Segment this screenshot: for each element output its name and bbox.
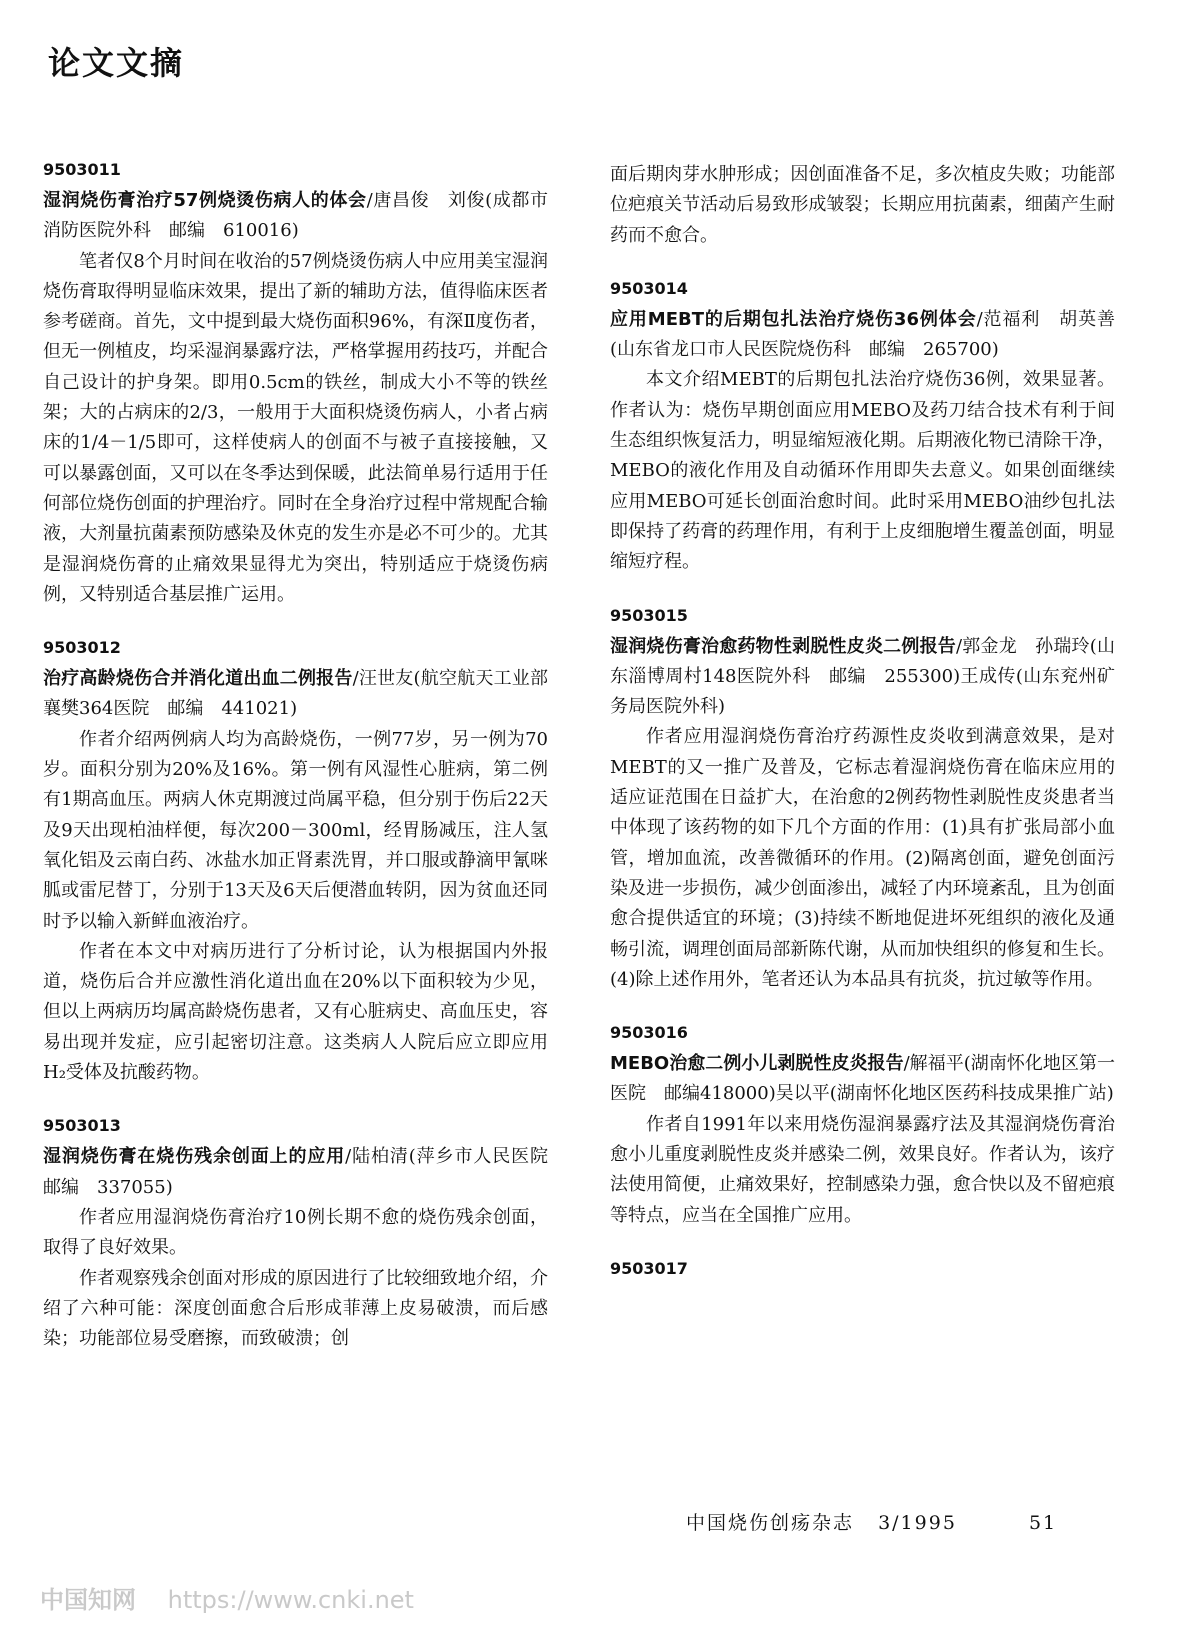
- abstract-heading: [610, 305, 1115, 366]
- abstract-9503013: [43, 1114, 566, 1354]
- continuation-paragraph: 面后期肉芽水肿形成；因创面准备不足，多次植皮失败；功能部位疤痕关节活动后易致形成皱裂；长期应用抗菌素，细菌产生耐药而不愈合。: [610, 164, 1115, 246]
- page-footer: [686, 1508, 1057, 1535]
- abstract-heading: [43, 1142, 566, 1203]
- abstract-title: 湿润烧伤膏治愈药物性剥脱性皮炎二例报告: [610, 635, 957, 657]
- abstract-paragraph: 笔者仅8个月时间在收治的57例烧烫伤病人中应用美宝湿润烧伤膏取得明显临床效果，提出了新的辅助方法，值得临床医者参考磋商。首先，文中提到最大烧伤面积96%，有深Ⅱ度伤者，但无一例植皮，均采湿润暴露疗法，严格掌握用药技巧，并配合自己设计的护身架。即用0.5cm的铁丝，制成大小不等的铁丝架；大的占病床的2/3，一般用于大面积烧烫伤病人，小者占病床的1/4－1/5即可，这样使病人的创面不与被子直接接触，又可以暴露创面，又可以在冬季达到保暖，此法简单易行适用于任何部位烧伤创面的护理治疗。同时在全身治疗过程中常规配合输液，大剂量抗菌素预防感染及休克的发生亦是必不可少的。尤其是湿润烧伤膏的止痛效果显得尤为突出，特别适应于烧烫伤病例，又特别适合基层推广运用。: [43, 250, 548, 605]
- abstract-paragraph: 作者自1991年以来用烧伤湿润暴露疗法及其湿润烧伤膏治愈小儿重度剥脱性皮炎并感染二例，效果良好。作者认为，该疗法使用简便，止痛效果好，控制感染力强，愈合快以及不留疤痕等特点，应当在全国推广应用。: [610, 1113, 1115, 1226]
- abstract-id: 9503013: [43, 1116, 121, 1136]
- page-number: 51: [1028, 1512, 1058, 1534]
- watermark-url: https://www.cnki.net: [167, 1586, 414, 1614]
- journal-name: 中国烧伤创疡杂志: [686, 1512, 855, 1534]
- abstract-title: MEBO治愈二例小儿剥脱性皮炎报告: [610, 1053, 904, 1075]
- abstract-byline: /范福利 胡英善(山东省龙口市人民医院烧伤科 邮编 265700): [610, 308, 1115, 361]
- abstract-id: 9503014: [610, 278, 688, 298]
- abstract-paragraph: 作者应用湿润烧伤膏治疗10例长期不愈的烧伤残余创面，取得了良好效果。: [43, 1206, 548, 1259]
- section-title: 论文文摘: [48, 44, 185, 82]
- abstract-title: 湿润烧伤膏在烧伤残余创面上的应用: [43, 1146, 346, 1168]
- cnki-watermark: [40, 1580, 414, 1615]
- abstract-9503017: [610, 1257, 1115, 1281]
- abstract-9503012: [43, 636, 548, 1088]
- watermark-brand: 中国知网: [40, 1586, 136, 1614]
- abstract-paragraph: 作者应用湿润烧伤膏治疗药源性皮炎收到满意效果，是对MEBT的又一推广及普及，它标志着湿润烧伤膏在临床应用的适应证范围在日益扩大，在治愈的2例药物性剥脱性皮炎患者当中体现了该药物的如下几个方面的作用：(1)具有扩张局部小血管，增加血流，改善微循环的作用。(2)隔离创面，避免创面污染及进一步损伤，减少创面渗出，减轻了内环境紊乱，且为创面愈合提供适宜的环境；(3)持续不断地促进坏死组织的液化及通畅引流，调理创面局部新陈代谢，从而加快组织的修复和生长。(4)除上述作用外，笔者还认为本品具有抗炎，抗过敏等作用。: [610, 726, 1115, 990]
- abstract-paragraph: 作者介绍两例病人均为高龄烧伤，一例77岁，另一例为70岁。面积分别为20%及16%。第一例有风湿性心脏病，第二例有1期高血压。两病人休克期渡过尚属平稳，但分别于伤后22天及9天出现柏油样便，每次200－300ml，经胃肠减压，注人氢氧化铝及云南白药、冰盐水加正肾素洗胃，并口服或静滴甲氰咪胍或雷尼替丁，分别于13天及6天后便潜血转阴，因为贫血还同时予以输入新鲜血液治疗。: [43, 728, 548, 932]
- abstract-9503015: [610, 604, 1115, 996]
- abstract-id: 9503012: [43, 638, 121, 658]
- abstract-byline: /唐昌俊 刘俊(成都市消防医院外科 邮编 610016): [43, 190, 548, 242]
- left-column: [43, 158, 566, 1380]
- abstract-9503014: [610, 277, 1115, 578]
- abstract-byline: /解福平(湖南怀化地区第一医院 邮编418000)吴以平(湖南怀化地区医药科技成果推广站): [610, 1053, 1115, 1105]
- abstract-heading: [610, 1049, 1115, 1110]
- abstract-id: 9503015: [610, 605, 688, 625]
- abstract-id: 9503016: [610, 1023, 688, 1043]
- abstract-title: 湿润烧伤膏治疗57例烧烫伤病人的体会: [43, 190, 367, 211]
- abstract-id: 9503017: [610, 1258, 688, 1278]
- abstract-id: 9503011: [43, 160, 121, 179]
- issue-number: 3/1995: [878, 1512, 957, 1534]
- abstract-paragraph: 本文介绍MEBT的后期包扎法治疗烧伤36例，效果显著。作者认为：烧伤早期创面应用MEBO及药刀结合技术有利于间生态组织恢复活力，明显缩短液化期。后期液化物已清除干净，MEBO的液化作用及自动循环作用即失去意义。如果创面继续应用MEBO可延长创面治愈时间。此时采用MEBO油纱包扎法即保持了药膏的药理作用，有利于上皮细胞增生覆盖创面，明显缩短疗程。: [610, 369, 1115, 573]
- abstract-paragraph: 作者在本文中对病历进行了分析讨论，认为根据国内外报道，烧伤后合并应激性消化道出血在20%以下面积较为少见，但以上两病历均属高龄烧伤患者，又有心脏病史、高血压史，容易出现并发症，应引起密切注意。这类病人人院后应立即应用H₂受体及抗酸药物。: [43, 940, 548, 1084]
- abstract-9503016: [610, 1021, 1115, 1231]
- abstract-paragraph: 作者观察残余创面对形成的原因进行了比较细致地介绍，介绍了六种可能：深度创面愈合后形成菲薄上皮易破溃，而后感染；功能部位易受磨擦，而致破溃；创: [43, 1267, 548, 1350]
- abstract-byline: /陆柏清(萍乡市人民医院 邮编 337055): [43, 1146, 566, 1198]
- abstract-heading: [43, 664, 548, 725]
- abstract-byline: /郭金龙 孙瑞玲(山东淄博周村148医院外科 邮编 255300)王成传(山东兖州矿务局医院外科): [610, 635, 1116, 718]
- abstract-byline: /汪世友(航空航天工业部襄樊364医院 邮编 441021): [43, 668, 548, 720]
- abstract-heading: [43, 186, 548, 247]
- abstract-continuation: [610, 160, 1115, 251]
- right-column: [610, 160, 1115, 1307]
- abstract-title: 治疗高龄烧伤合并消化道出血二例报告: [43, 668, 353, 690]
- abstract-heading: [610, 632, 1115, 723]
- abstract-9503011: [43, 158, 548, 610]
- abstract-title: 应用MEBT的后期包扎法治疗烧伤36例体会: [610, 308, 977, 330]
